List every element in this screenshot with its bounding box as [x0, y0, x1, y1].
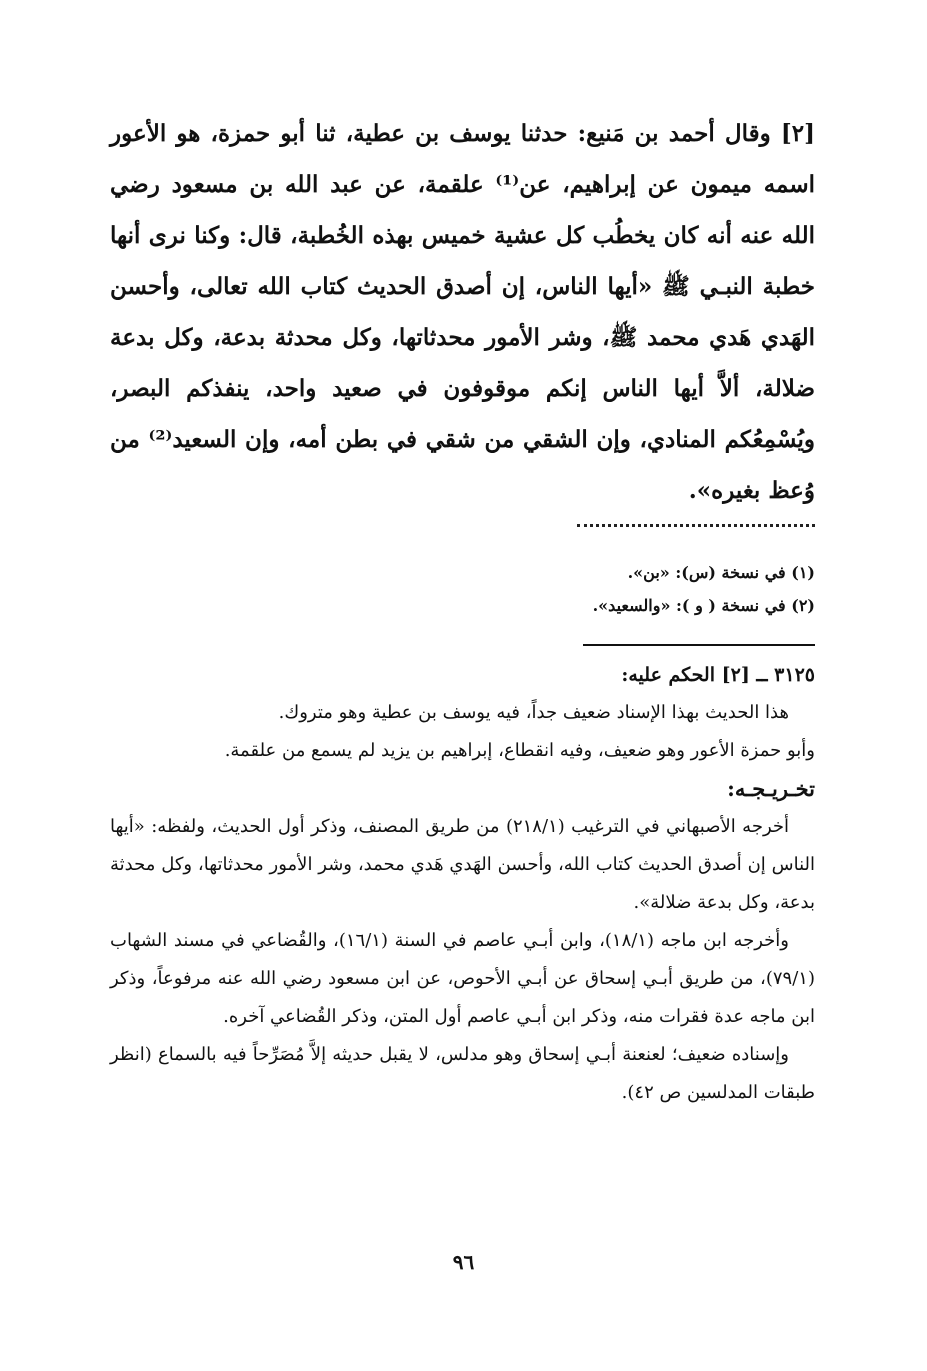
ruling-heading: ٣١٢٥ ــ [٢] الحكم عليه:: [621, 664, 815, 686]
footnote-2: (٢) في نسخة ( و ): «والسعيد».: [592, 596, 815, 615]
ruling-paragraph-1: هذا الحديث بهذا الإسناد ضعيف جداً، فيه يوسف بن عطية وهو متروك.: [278, 702, 789, 723]
footnote-1: (١) في نسخة (س): «بن».: [627, 563, 815, 582]
takhrij-title: تخـريـجـه:: [727, 776, 815, 801]
takhrij-paragraph-3: وإسناده ضعيف؛ لعنعنة أبـي إسحاق وهو مدلس، لا يقبل حديثه إلاَّ مُصَرِّحاً فيه بالسماع (انظر طبقات المدلسين ص ٤٢).: [110, 1044, 815, 1103]
page-number: ٩٦: [452, 1250, 475, 1274]
commentary: [110, 656, 815, 1112]
takhrij-paragraph-1: أخرجه الأصبهاني في الترغيب (٢١٨/١) من طريق المصنف، وذكر أول الحديث، ولفظه: «أيها الناس إن أصدق الحديث كتاب الله، وأحسن الهَدي هَدي محمد، وشر الأمور محدثاتها، وكل محدثة بدعة، وكل بدعة ضلالة».: [110, 816, 815, 913]
section-divider-rule: [583, 644, 815, 646]
footnotes: [110, 556, 815, 622]
footnote-separator-dots: [577, 524, 815, 527]
ruling-paragraph-2: وأبو حمزة الأعور وهو ضعيف، وفيه انقطاع، إبراهيم بن يزيد لم يسمع من علقمة.: [224, 740, 815, 761]
hadith-text: [٢] وقال أحمد بن مَنيع: حدثنا يوسف بن عطية، ثنا أبو حمزة، هو الأعور اسمه ميمون عن إبراهيم، عن⁽¹⁾ علقمة، عن عبد الله بن مسعود رضي الله عنه أنه كان يخطُب كل عشية خميس بهذه الخُطبة، قال: وكنا نرى أنها خطبة النبـي ﷺ «أيها الناس، إن أصدق الحديث كتاب الله تعالى، وأحسن الهَدي هَدي محمد ﷺ، وشر الأمور محدثاتها، وكل محدثة بدعة، وكل بدعة ضلالة، ألاَّ أيها الناس إنكم موقوفون في صعيد واحد، ينفذكم البصر، ويُسْمِعُكم المنادي، وإن الشقي من شقي في بطن أمه، وإن السعيد⁽²⁾ من وُعظ بغيره».: [110, 120, 815, 504]
takhrij-paragraph-2: وأخرجه ابن ماجه (١٨/١)، وابن أبـي عاصم في السنة (١٦/١)، والقُضاعي في مسند الشهاب (٧٩/١)، من طريق أبـي إسحاق عن أبـي الأحوص، عن ابن مسعود رضي الله عنه مرفوعاً، وذكر ابن ماجه عدة فقرات منه، وذكر ابن أبـي عاصم أول المتن، وذكر القُضاعي آخره.: [110, 930, 815, 1027]
